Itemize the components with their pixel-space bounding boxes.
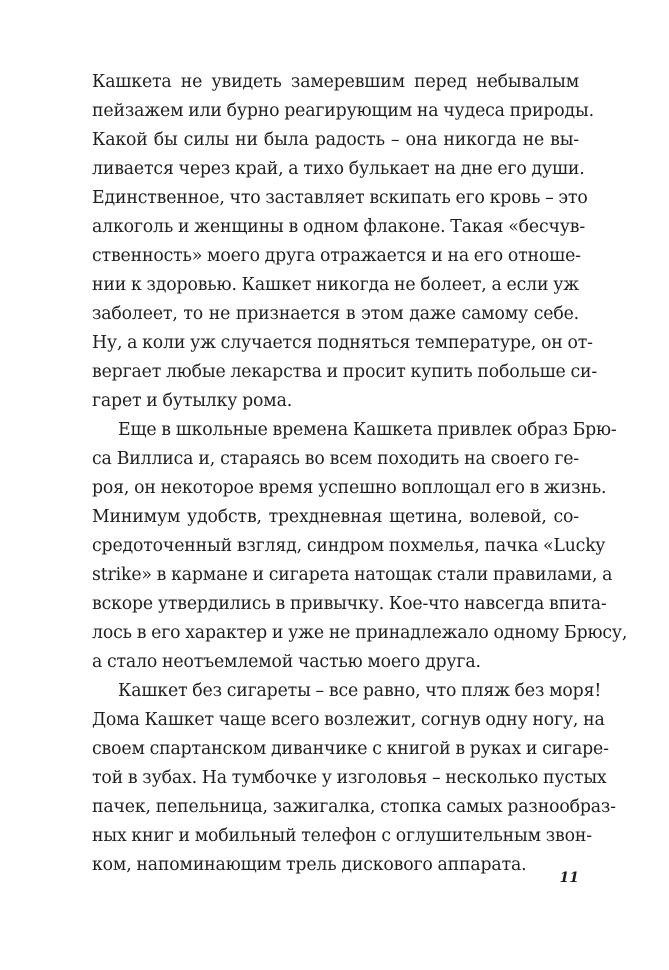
- text-line: Единственное, что заставляет вскипать его кровь – это: [92, 188, 588, 208]
- text-line: пейзажем или бурно реагирующим на чудеса природы.: [92, 101, 594, 121]
- page-number: 11: [559, 870, 579, 886]
- text-line: вскоре утвердились в привычку. Кое-что навсегда впита-: [92, 594, 607, 614]
- text-line: алкоголь и женщины в одном флаконе. Такая «бесчув-: [92, 217, 586, 237]
- text-line: роя, он некоторое время успешно воплощал его в жизнь.: [92, 478, 607, 498]
- text-line: ливается через край, а тихо булькает на дне его души.: [92, 159, 585, 179]
- text-line: лось в его характер и уже не принадлежало одному Брюсу,: [92, 623, 628, 643]
- text-line: той в зубах. На тумбочке у изголовья – несколько пустых: [92, 768, 607, 788]
- text-line: средоточенный взгляд, синдром похмелья, пачка «Lucky: [92, 536, 606, 556]
- text-line: strike» в кармане и сигарета натощак стали правилами, а: [92, 565, 613, 585]
- text-line: Ну, а коли уж случается подняться температуре, он от-: [92, 333, 593, 353]
- text-line: а стало неотъемлемой частью моего друга.: [92, 652, 481, 672]
- body-text: [92, 68, 628, 880]
- text-line: Минимум удобств, трехдневная щетина, волевой, со-: [92, 507, 579, 527]
- text-line: са Виллиса и, стараясь во всем походить на своего ге-: [92, 449, 579, 469]
- text-line: ных книг и мобильный телефон с оглушительным звон-: [92, 826, 592, 846]
- text-line: пачек, пепельница, зажигалка, стопка самых разнообраз-: [92, 797, 616, 817]
- text-line: Дома Кашкет чаще всего возлежит, согнув одну ногу, на: [92, 710, 605, 730]
- text-line: нии к здоровью. Кашкет никогда не болеет, а если уж: [92, 275, 579, 295]
- text-line: ком, напоминающим трель дискового аппарата.: [92, 855, 527, 875]
- text-line: заболеет, то не признается в этом даже самому себе.: [92, 304, 579, 324]
- text-line: Кашкет без сигареты – все равно, что пляж без моря!: [118, 681, 602, 701]
- text-line: Еще в школьные времена Кашкета привлек образ Брю-: [118, 420, 617, 440]
- text-line: своем спартанском диванчике с книгой в руках и сигаре-: [92, 739, 609, 759]
- text-line: гарет и бутылку рома.: [92, 391, 293, 411]
- text-line: Какой бы силы ни была радость – она никогда не вы-: [92, 130, 579, 150]
- text-line: ственность» моего друга отражается и на его отноше-: [92, 246, 581, 266]
- text-line: вергает любые лекарства и просит купить побольше си-: [92, 362, 598, 382]
- text-line: Кашкета не увидеть замеревшим перед небывалым: [92, 72, 579, 92]
